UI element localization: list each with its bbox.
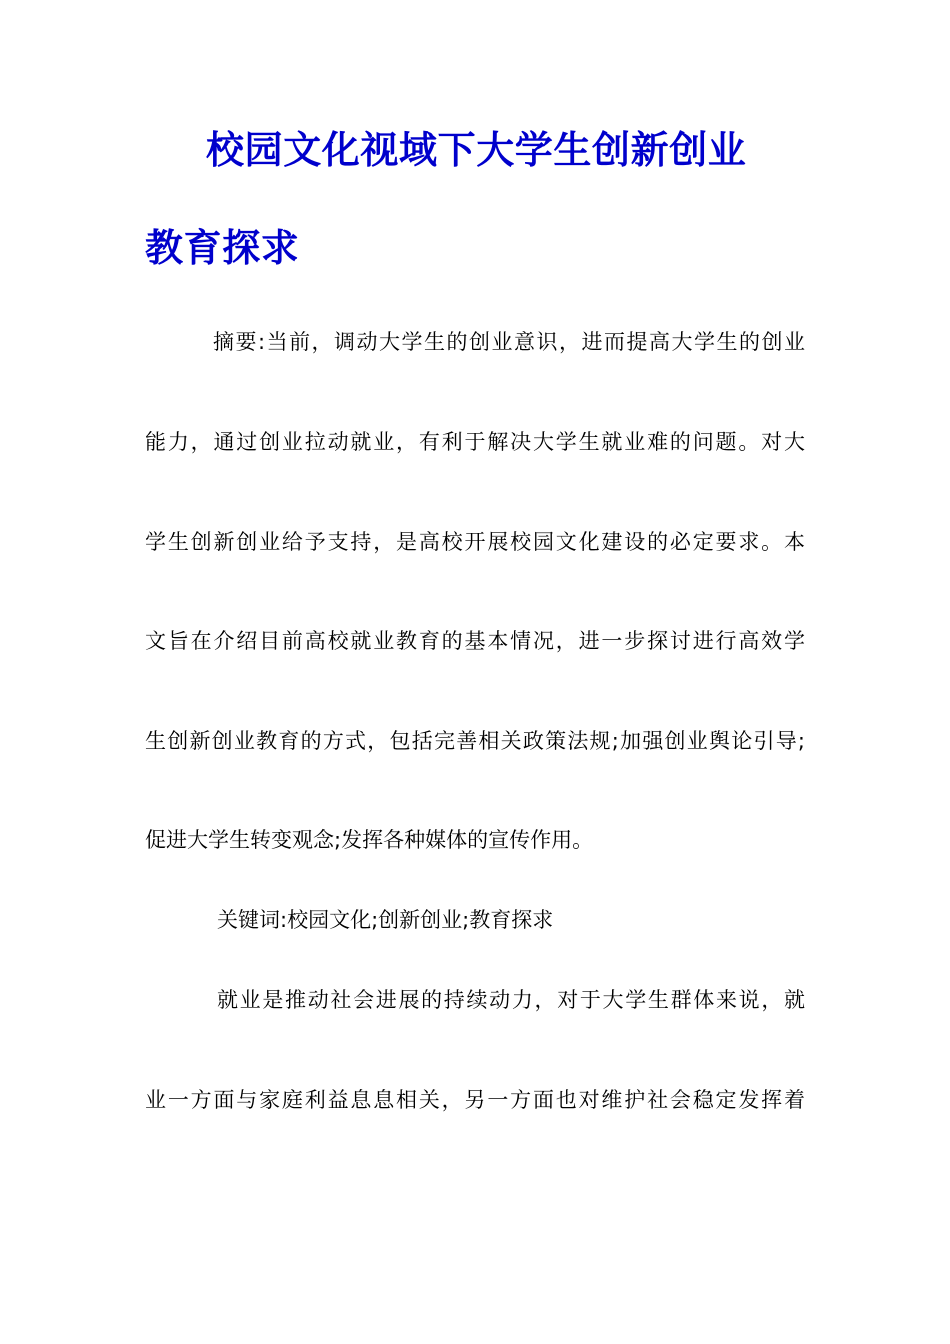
- abstract-line-5: 生创新创业教育的方式，包括完善相关政策法规;加强创业舆论引导;: [145, 729, 805, 753]
- abstract-line-6: 促进大学生转变观念;发挥各种媒体的宣传作用。: [145, 828, 594, 852]
- title-line-2: 教育探求: [145, 226, 300, 270]
- title-line-1: 校园文化视域下大学生创新创业: [206, 128, 747, 172]
- abstract-line-4: 文旨在介绍目前高校就业教育的基本情况，进一步探讨进行高效学: [145, 629, 805, 653]
- abstract-line-2: 能力，通过创业拉动就业，有利于解决大学生就业难的问题。对大: [145, 430, 805, 454]
- body-line-2: 业一方面与家庭利益息息相关，另一方面也对维护社会稳定发挥着: [145, 1088, 805, 1112]
- abstract-line-3: 学生创新创业给予支持，是高校开展校园文化建设的必定要求。本: [145, 530, 805, 554]
- abstract-line-1: 摘要:当前，调动大学生的创业意识，进而提高大学生的创业: [213, 330, 805, 354]
- keywords-line: 关键词:校园文化;创新创业;教育探求: [217, 908, 554, 932]
- body-line-1: 就业是推动社会进展的持续动力，对于大学生群体来说，就: [217, 988, 805, 1012]
